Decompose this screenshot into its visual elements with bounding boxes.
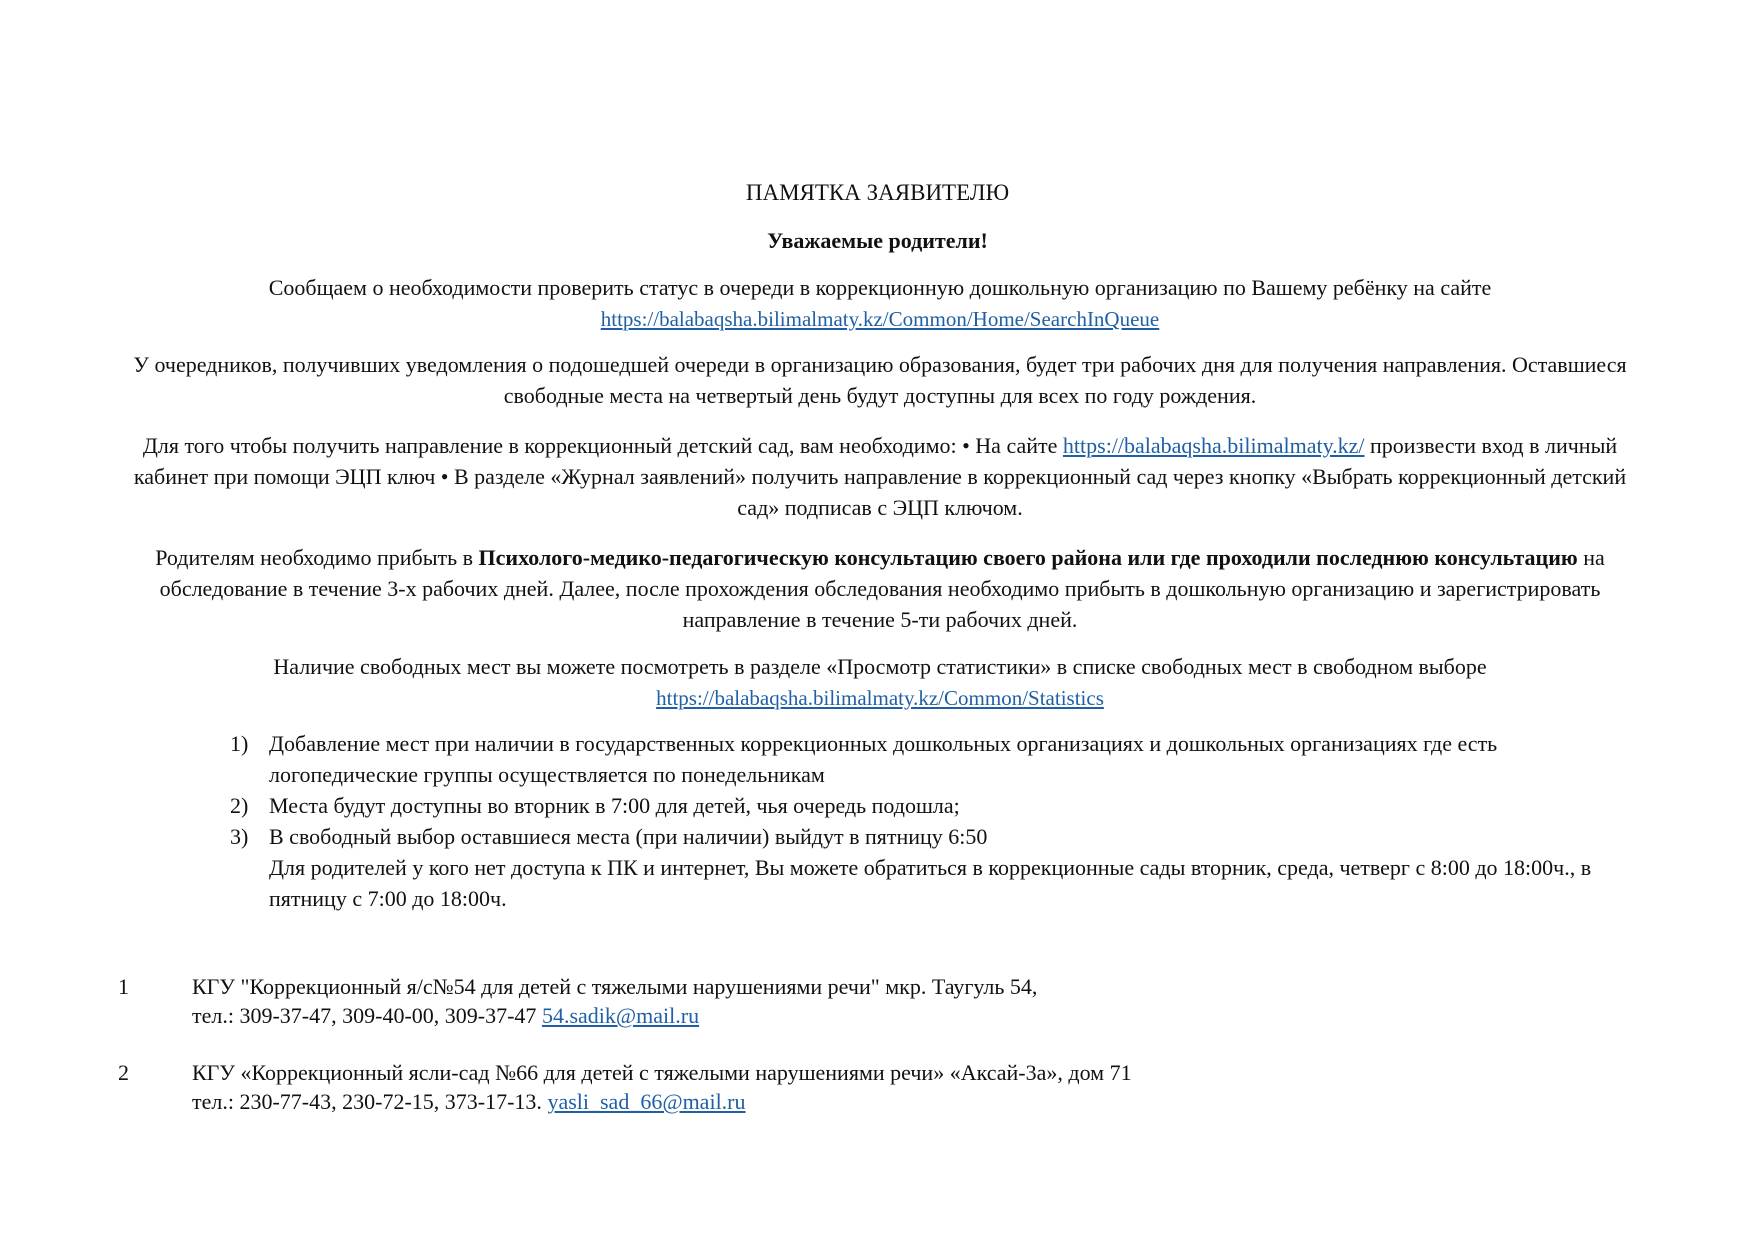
contact-body [192, 1058, 1618, 1116]
referral-text-before-link: Для того чтобы получить направление в коррекционный детский сад, вам необходимо: • На сайте [142, 433, 1058, 458]
list-item [230, 790, 1630, 821]
list-item-text: В свободный выбор оставшиеся места (при наличии) выйдут в пятницу 6:50 [269, 824, 988, 849]
contact-phone-line [192, 1001, 1618, 1030]
search-in-queue-link[interactable]: https://balabaqsha.bilimalmaty.kz/Common/Home/SearchInQueue [600, 307, 1160, 331]
consultation-text-before: Родителям необходимо прибыть в [155, 545, 474, 570]
contact-phone-line [192, 1087, 1618, 1116]
consultation-paragraph [130, 542, 1630, 635]
contact-name: КГУ "Коррекционный я/с№54 для детей с тяжелыми нарушениями речи" мкр. Таугуль 54, [192, 974, 1038, 999]
consultation-text-after: на обследование в течение 3-х рабочих дней. Далее, после прохождения обследования необходимо прибыть в дошкольную организацию и зарегистрировать направление в течение 5-ти рабочих дней. [159, 545, 1605, 632]
contact-entry [118, 972, 1618, 1030]
list-item-text: Добавление мест при наличии в государственных коррекционных дошкольных организациях и дошкольных организациях где есть логопедические группы осуществляется по понедельникам [269, 731, 1498, 787]
contact-name: КГУ «Коррекционный ясли-сад №66 для детей с тяжелыми нарушениями речи» «Аксай-3а», дом 71 [192, 1060, 1132, 1085]
contact-email-link[interactable]: 54.sadik@mail.ru [541, 1003, 700, 1028]
referral-instructions-paragraph [130, 430, 1630, 523]
queue-status-text: Сообщаем о необходимости проверить статус в очереди в коррекционную дошкольную организацию по Вашему ребёнку на сайте [268, 275, 1492, 300]
notification-text: У очередников, получивших уведомления о подошедшей очереди в организацию образования, будет три рабочих дня для получения направления. Оставшиеся свободные места на четвертый день будут доступны для всех по году рождения. [133, 352, 1627, 408]
statistics-text: Наличие свободных мест вы можете посмотреть в разделе «Просмотр статистики» в списке свободных мест в свободном выборе [273, 654, 1487, 679]
contact-entry [118, 1058, 1618, 1116]
list-item-marker: 2) [230, 793, 249, 818]
contact-phones: тел.: 309-37-47, 309-40-00, 309-37-47 [192, 1003, 537, 1028]
contact-number: 2 [118, 1060, 129, 1085]
greeting-heading: Уважаемые родители! [767, 228, 988, 253]
list-item-text: Места будут доступны во вторник в 7:00 для детей, чья очередь подошла; [269, 793, 960, 818]
balabaqsha-site-link[interactable]: https://balabaqsha.bilimalmaty.kz/ [1062, 433, 1365, 458]
list-item-marker: 1) [230, 731, 249, 756]
notification-paragraph [130, 349, 1630, 411]
list-item [230, 821, 1630, 852]
list-item-marker: 3) [230, 824, 249, 849]
contact-number: 1 [118, 974, 129, 999]
document-title: ПАМЯТКА ЗАЯВИТЕЛЮ [745, 180, 1010, 205]
contact-body [192, 972, 1618, 1030]
contact-phones: тел.: 230-77-43, 230-72-15, 373-17-13. [192, 1089, 542, 1114]
statistics-link[interactable]: https://balabaqsha.bilimalmaty.kz/Common/Statistics [656, 686, 1104, 710]
statistics-paragraph [130, 651, 1630, 714]
list-note: Для родителей у кого нет доступа к ПК и интернет, Вы можете обратиться в коррекционные сады вторник, среда, четверг с 8:00 до 18:00ч., в пятницу с 7:00 до 18:00ч. [269, 855, 1592, 911]
consultation-bold-text: Психолого-медико-педагогическую консультацию своего района или где проходили последнюю консультацию [478, 545, 1578, 570]
schedule-list [230, 728, 1630, 914]
queue-status-paragraph [130, 272, 1630, 335]
contact-email-link[interactable]: yasli_sad_66@mail.ru [547, 1089, 746, 1114]
list-item [230, 728, 1630, 790]
referral-text-after-link: произвести вход в личный кабинет при помощи ЭЦП ключ • В разделе «Журнал заявлений» получить направление в коррекционный сад через кнопку «Выбрать коррекционный детский сад» подписав с ЭЦП ключом. [133, 433, 1627, 520]
